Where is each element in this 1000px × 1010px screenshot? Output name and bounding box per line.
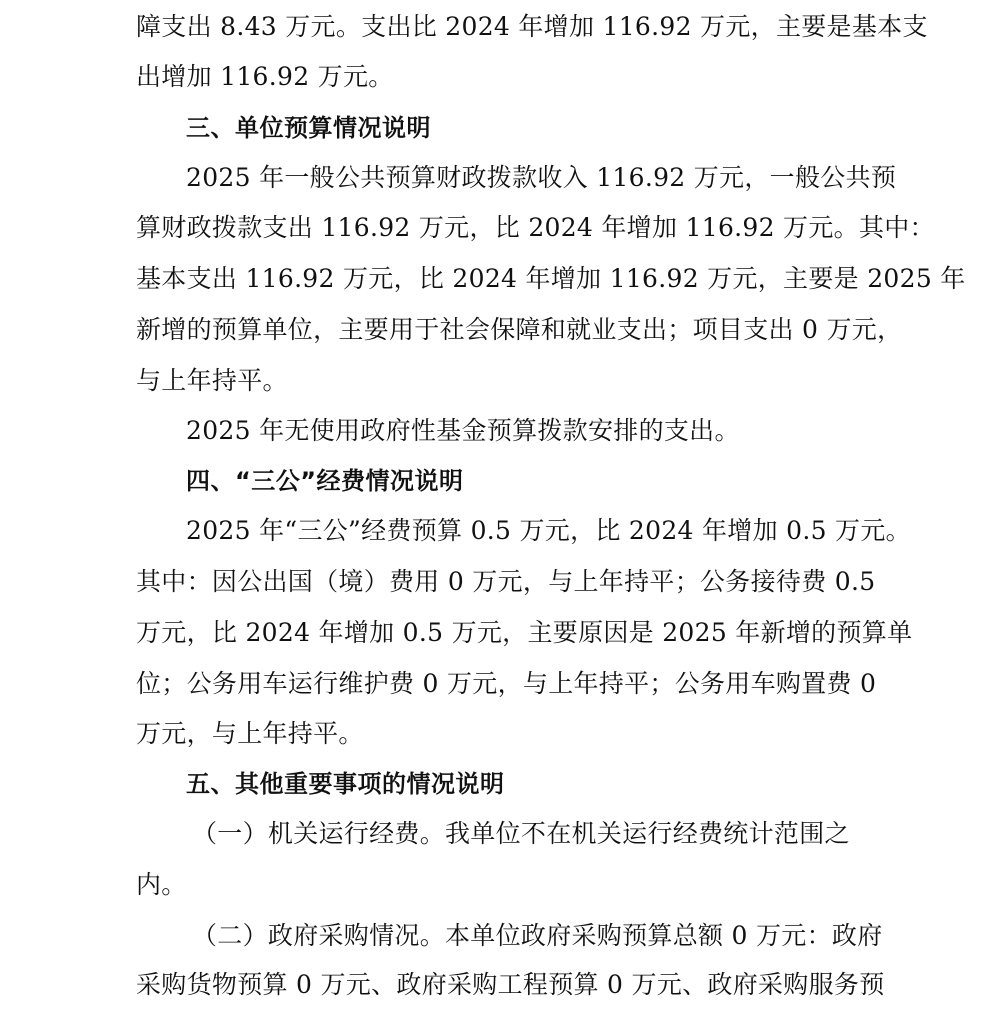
paragraph-line: 与上年持平。: [136, 366, 288, 395]
section-heading-3: 三、单位预算情况说明: [186, 114, 431, 142]
paragraph-line: 2025 年无使用政府性基金预算拨款安排的支出。: [186, 416, 740, 445]
paragraph-line: 障支出 8.43 万元。支出比 2024 年增加 116.92 万元，主要是基本支: [136, 12, 928, 41]
paragraph-line: （二）政府采购情况。本单位政府采购预算总额 0 万元：政府: [192, 921, 883, 950]
section-heading-4: 四、“三公”经费情况说明: [186, 467, 464, 495]
paragraph-line: 万元，比 2024 年增加 0.5 万元，主要原因是 2025 年新增的预算单: [136, 618, 913, 647]
paragraph-line: 算财政拨款支出 116.92 万元，比 2024 年增加 116.92 万元。其中：: [136, 213, 935, 242]
paragraph-line: 出增加 116.92 万元。: [136, 62, 394, 91]
paragraph-line: 2025 年“三公”经费预算 0.5 万元，比 2024 年增加 0.5 万元。: [186, 516, 911, 545]
paragraph-line: 采购货物预算 0 万元、政府采购工程预算 0 万元、政府采购服务预: [136, 970, 885, 999]
paragraph-line: （一）机关运行经费。我单位不在机关运行经费统计范围之: [192, 819, 850, 848]
paragraph-line: 万元，与上年持平。: [136, 719, 364, 748]
paragraph-line: 其中：因公出国（境）费用 0 万元，与上年持平；公务接待费 0.5: [136, 567, 876, 596]
paragraph-line: 位；公务用车运行维护费 0 万元，与上年持平；公务用车购置费 0: [136, 669, 877, 698]
section-heading-5: 五、其他重要事项的情况说明: [186, 770, 505, 798]
paragraph-line: 新增的预算单位，主要用于社会保障和就业支出；项目支出 0 万元，: [136, 315, 903, 344]
paragraph-line: 内。: [136, 870, 187, 899]
document-page: [136, 0, 966, 1009]
paragraph-line: 2025 年一般公共预算财政拨款收入 116.92 万元，一般公共预: [186, 163, 897, 192]
paragraph-line: 基本支出 116.92 万元，比 2024 年增加 116.92 万元，主要是 2025 年: [136, 264, 966, 293]
